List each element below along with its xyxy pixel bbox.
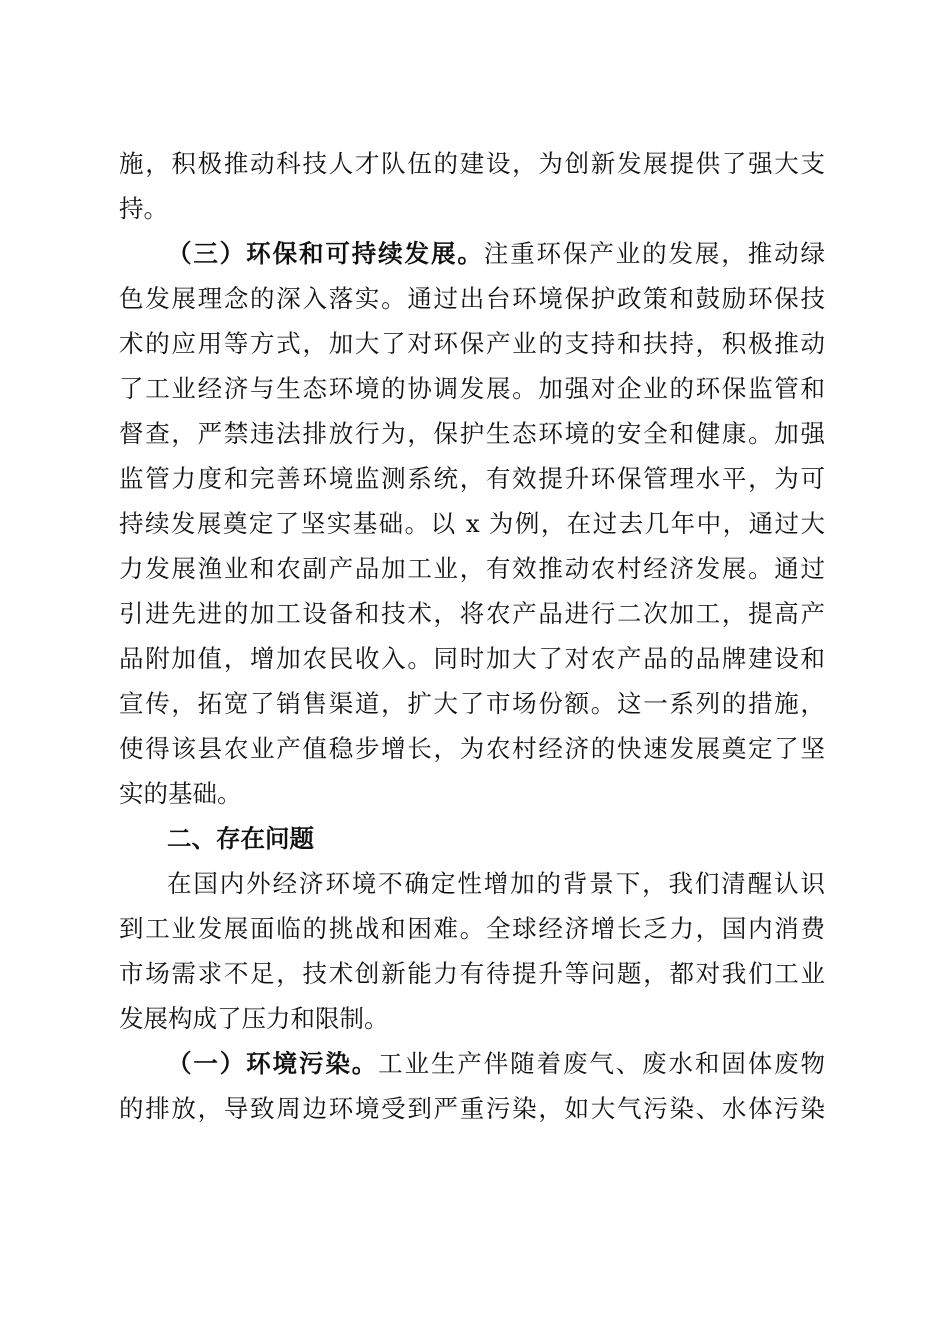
paragraph-line: 到工业发展面临的挑战和困难。全球经济增长乏力，国内消费 [119, 914, 825, 943]
paragraph-line: 持。 [119, 194, 168, 223]
paragraph-first-line [167, 1046, 825, 1082]
paragraph-line: 色发展理念的深入落实。通过出台环境保护政策和鼓励环保技 [119, 284, 825, 313]
subsection-heading: （一）环境污染。 [167, 1049, 379, 1078]
paragraph-line: 持续发展奠定了坚实基础。以 x 为例，在过去几年中，通过大 [119, 509, 825, 538]
paragraph-line: 引进先进的加工设备和技术，将农产品进行二次加工，提高产 [119, 599, 825, 628]
paragraph-line: 监管力度和完善环境监测系统，有效提升环保管理水平，为可 [119, 464, 825, 493]
paragraph-line: 品附加值，增加农民收入。同时加大了对农产品的品牌建设和 [119, 644, 825, 673]
paragraph-line: 发展构成了压力和限制。 [119, 1004, 389, 1033]
paragraph-line: 施，积极推动科技人才队伍的建设，为创新发展提供了强大支 [119, 149, 825, 178]
paragraph-text: 工业生产伴随着废气、废水和固体废物 [378, 1049, 826, 1078]
paragraph-line: 宣传，拓宽了销售渠道，扩大了市场份额。这一系列的措施， [119, 689, 825, 718]
paragraph-line: 术的应用等方式，加大了对环保产业的支持和扶持，积极推动 [119, 329, 825, 358]
paragraph-line: 使得该县农业产值稳步增长，为农村经济的快速发展奠定了坚 [119, 734, 825, 763]
paragraph-first-line: 在国内外经济环境不确定性增加的背景下，我们清醒认识 [167, 869, 825, 898]
paragraph-line: 督查，严禁违法排放行为，保护生态环境的安全和健康。加强 [119, 419, 825, 448]
paragraph-line: 实的基础。 [119, 779, 242, 808]
subsection-heading: （三）环保和可持续发展。 [167, 239, 484, 268]
section-heading: 二、存在问题 [167, 824, 314, 853]
paragraph-text: 注重环保产业的发展，推动绿 [483, 239, 825, 268]
paragraph-line: 力发展渔业和农副产品加工业，有效推动农村经济发展。通过 [119, 554, 825, 583]
paragraph-line: 的排放，导致周边环境受到严重污染，如大气污染、水体污染 [119, 1094, 825, 1123]
paragraph-line: 了工业经济与生态环境的协调发展。加强对企业的环保监管和 [119, 374, 825, 403]
paragraph-first-line [167, 236, 825, 272]
paragraph-line: 市场需求不足，技术创新能力有待提升等问题，都对我们工业 [119, 959, 825, 988]
